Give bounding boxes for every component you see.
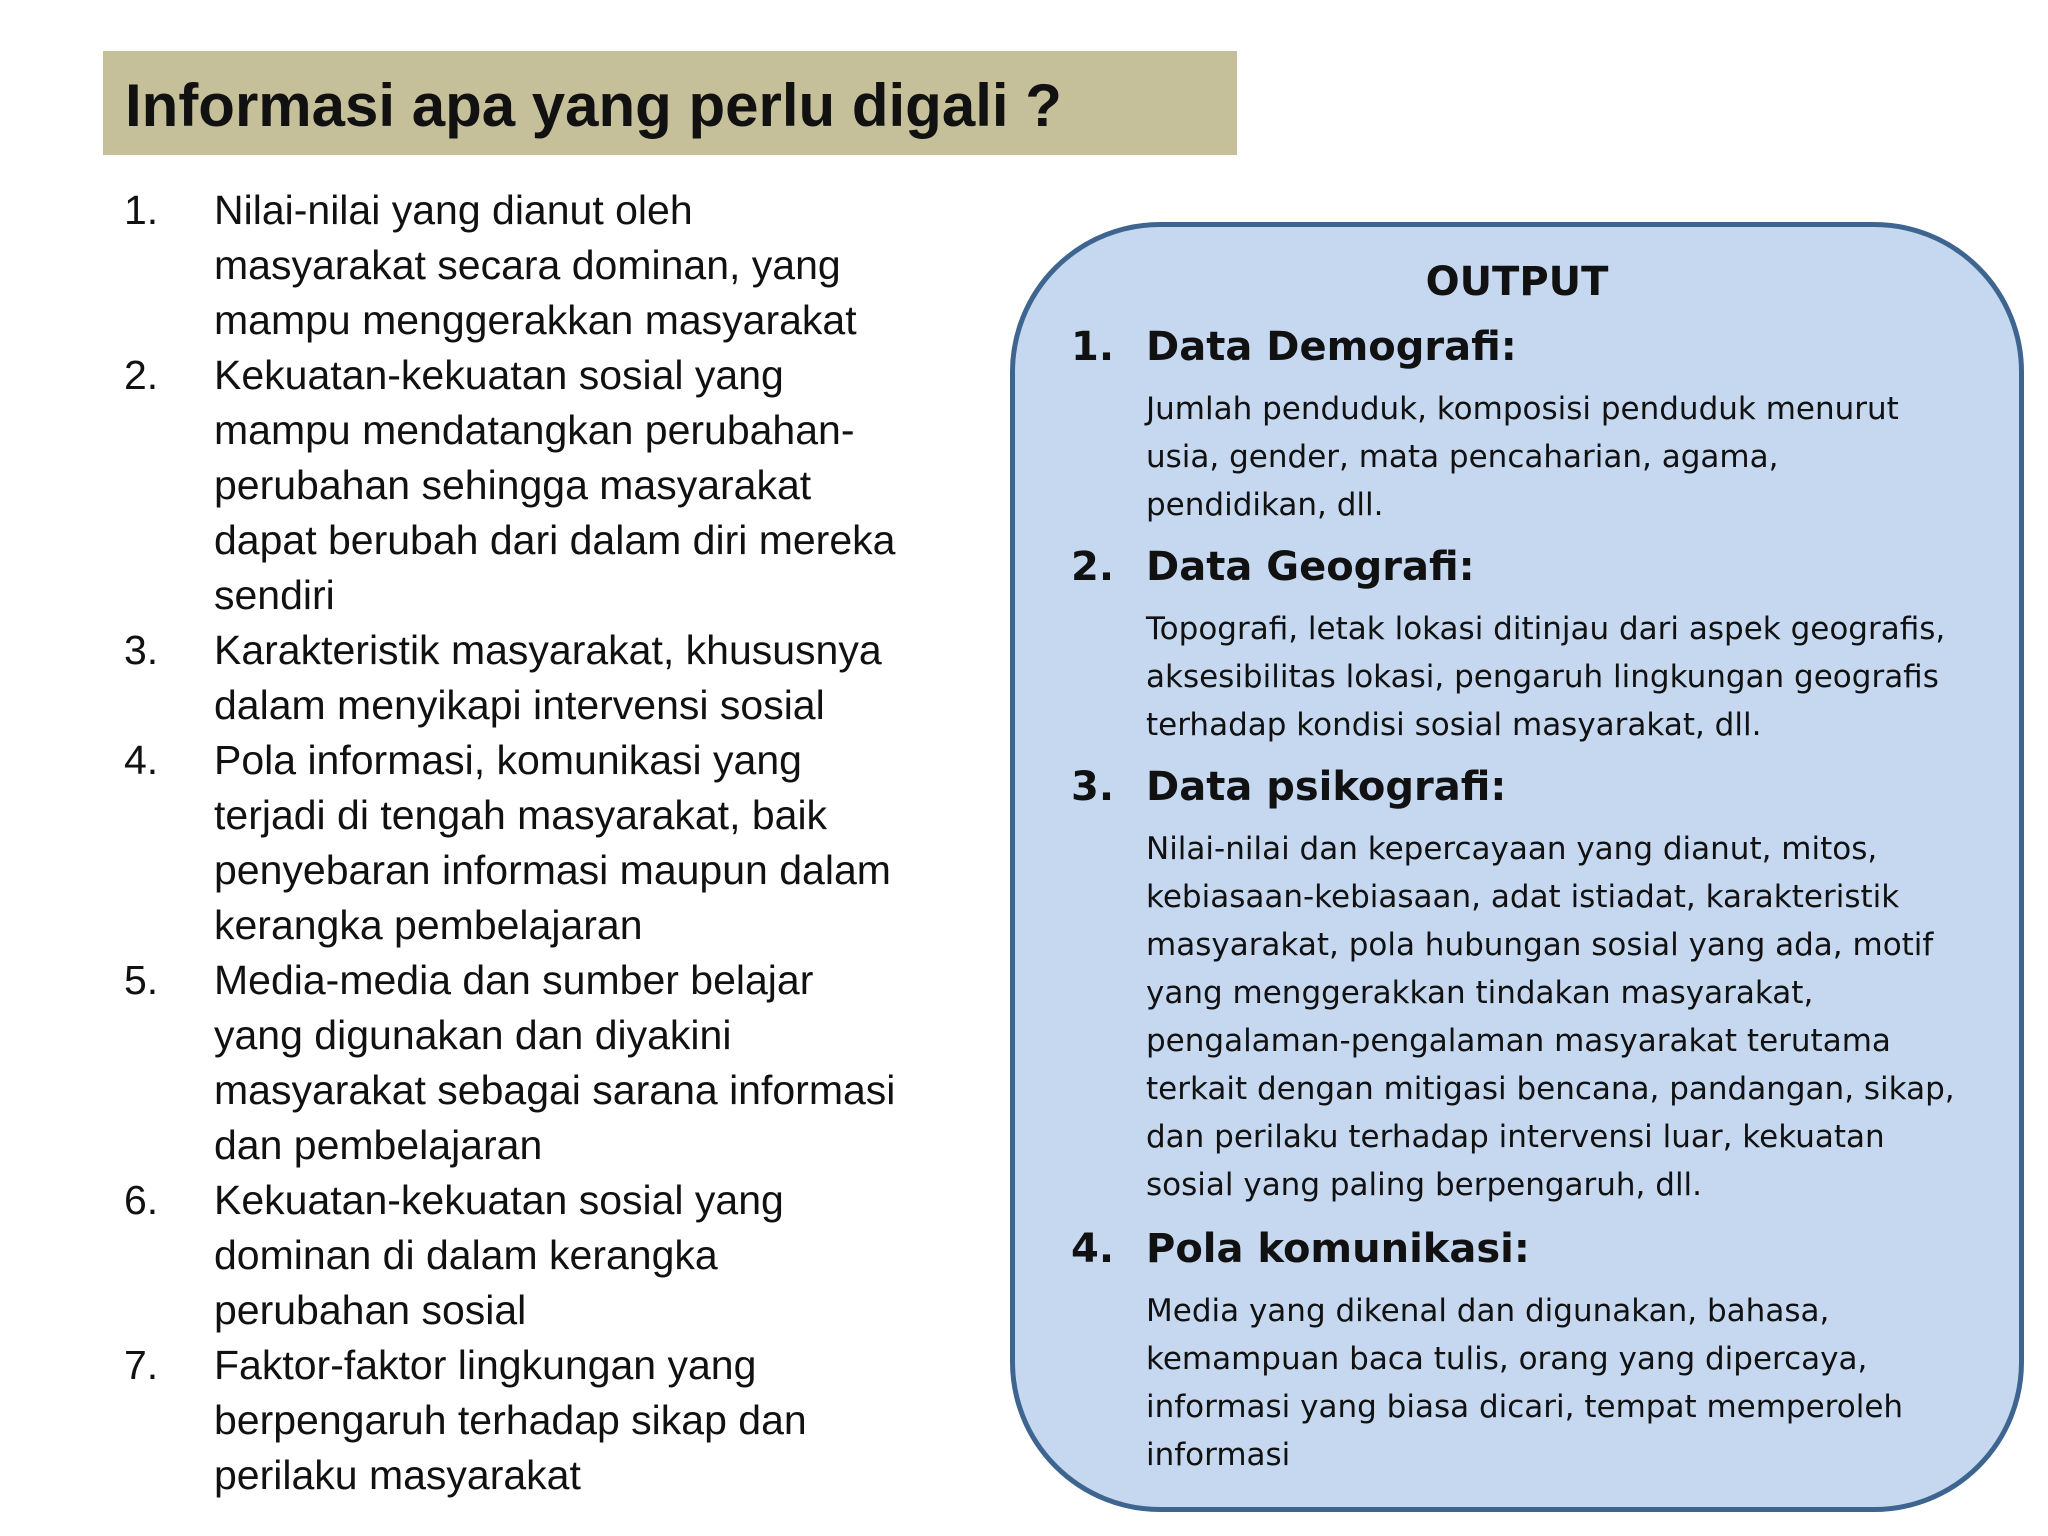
text-line: pengalaman-pengalaman masyarakat terutama xyxy=(1146,1023,1891,1059)
output-section-body xyxy=(1146,385,1971,529)
output-box xyxy=(1010,222,2024,1512)
output-section-number: 4. xyxy=(1071,1226,1115,1272)
text-line: Media yang dikenal dan digunakan, bahasa, xyxy=(1146,1293,1830,1329)
text-line: Pola informasi, komunikasi yang xyxy=(214,737,802,783)
list-item-text xyxy=(214,1338,1004,1503)
text-line: terjadi di tengah masyarakat, baik xyxy=(214,792,828,838)
output-section-heading xyxy=(1071,761,1971,813)
list-item-number: 1. xyxy=(124,187,159,233)
list-item-text xyxy=(214,1173,1004,1338)
text-line: perilaku masyarakat xyxy=(214,1452,581,1498)
text-line: terkait dengan mitigasi bencana, pandangan, sikap, xyxy=(1146,1071,1955,1107)
list-item xyxy=(124,953,1004,1173)
text-line: dan perilaku terhadap intervensi luar, kekuatan xyxy=(1146,1119,1885,1155)
text-line: kebiasaan-kebiasaan, adat istiadat, karakteristik xyxy=(1146,879,1900,915)
list-item xyxy=(124,1338,1004,1503)
text-line: sosial yang paling berpengaruh, dll. xyxy=(1146,1167,1703,1203)
text-line: perubahan sosial xyxy=(214,1287,527,1333)
text-line: Media-media dan sumber belajar xyxy=(214,957,814,1003)
output-section-psikografi xyxy=(1071,761,1971,1209)
output-section-title: Data Demografi: xyxy=(1146,324,1517,370)
output-section-number: 2. xyxy=(1071,544,1115,590)
text-line: Karakteristik masyarakat, khususnya xyxy=(214,627,882,673)
text-line: usia, gender, mata pencaharian, agama, xyxy=(1146,439,1779,475)
output-section-body xyxy=(1146,825,1971,1209)
list-item xyxy=(124,733,1004,953)
list-item xyxy=(124,183,1004,348)
text-line: Kekuatan-kekuatan sosial yang xyxy=(214,1177,784,1223)
output-section-body xyxy=(1146,605,1971,749)
text-line: dapat berubah dari dalam diri mereka xyxy=(214,517,896,563)
list-item-text xyxy=(214,183,1004,348)
list-item-number: 2. xyxy=(124,352,159,398)
text-line: informasi yang biasa dicari, tempat memperoleh xyxy=(1146,1389,1904,1425)
text-line: Topografi, letak lokasi ditinjau dari aspek geografis, xyxy=(1146,611,1946,647)
output-title: OUTPUT xyxy=(1425,259,1609,305)
text-line: aksesibilitas lokasi, pengaruh lingkungan geografis xyxy=(1146,659,1939,695)
text-line: Jumlah penduduk, komposisi penduduk menurut xyxy=(1146,391,1899,427)
text-line: pendidikan, dll. xyxy=(1146,487,1384,523)
list-item-number: 5. xyxy=(124,957,159,1003)
output-section-heading xyxy=(1071,541,1971,593)
list-item xyxy=(124,348,1004,623)
list-item-text xyxy=(214,348,1004,623)
text-line: dan pembelajaran xyxy=(214,1122,543,1168)
output-section-demografi xyxy=(1071,321,1971,529)
text-line: kemampuan baca tulis, orang yang dipercaya, xyxy=(1146,1341,1868,1377)
text-line: Kekuatan-kekuatan sosial yang xyxy=(214,352,784,398)
output-section-geografi xyxy=(1071,541,1971,749)
text-line: berpengaruh terhadap sikap dan xyxy=(214,1397,807,1443)
text-line: masyarakat, pola hubungan sosial yang ada, motif xyxy=(1146,927,1934,963)
text-line: terhadap kondisi sosial masyarakat, dll. xyxy=(1146,707,1762,743)
text-line: sendiri xyxy=(214,572,335,618)
output-section-title: Data Geografi: xyxy=(1146,544,1475,590)
list-item-number: 6. xyxy=(124,1177,159,1223)
text-line: yang digunakan dan diyakini xyxy=(214,1012,732,1058)
text-line: kerangka pembelajaran xyxy=(214,902,643,948)
text-line: masyarakat secara dominan, yang xyxy=(214,242,841,288)
output-section-body xyxy=(1146,1287,1971,1479)
text-line: informasi xyxy=(1146,1437,1291,1473)
output-section-title: Pola komunikasi: xyxy=(1146,1226,1530,1272)
text-line: dalam menyikapi intervensi sosial xyxy=(214,682,825,728)
text-line: masyarakat sebagai sarana informasi xyxy=(214,1067,896,1113)
list-item-number: 4. xyxy=(124,737,159,783)
output-section-title: Data psikografi: xyxy=(1146,764,1507,810)
list-item-number: 3. xyxy=(124,627,159,673)
info-list xyxy=(124,183,1004,1503)
text-line: yang menggerakkan tindakan masyarakat, xyxy=(1146,975,1814,1011)
title-bar xyxy=(103,51,1237,155)
list-item-text xyxy=(214,733,1004,953)
text-line: penyebaran informasi maupun dalam xyxy=(214,847,891,893)
text-line: mampu mendatangkan perubahan- xyxy=(214,407,855,453)
list-item xyxy=(124,623,1004,733)
output-section-number: 3. xyxy=(1071,764,1115,810)
text-line: Nilai-nilai yang dianut oleh xyxy=(214,187,693,233)
output-section-komunikasi xyxy=(1071,1223,1971,1479)
list-item-number: 7. xyxy=(124,1342,159,1388)
page-title: Informasi apa yang perlu digali ? xyxy=(125,71,1062,139)
list-item-text xyxy=(214,953,1004,1173)
output-section-heading xyxy=(1071,1223,1971,1275)
output-section-heading xyxy=(1071,321,1971,373)
text-line: Faktor-faktor lingkungan yang xyxy=(214,1342,757,1388)
text-line: dominan di dalam kerangka xyxy=(214,1232,718,1278)
output-section-number: 1. xyxy=(1071,324,1115,370)
text-line: mampu menggerakkan masyarakat xyxy=(214,297,857,343)
text-line: perubahan sehingga masyarakat xyxy=(214,462,812,508)
list-item-text xyxy=(214,623,1004,733)
text-line: Nilai-nilai dan kepercayaan yang dianut, mitos, xyxy=(1146,831,1878,867)
list-item xyxy=(124,1173,1004,1338)
